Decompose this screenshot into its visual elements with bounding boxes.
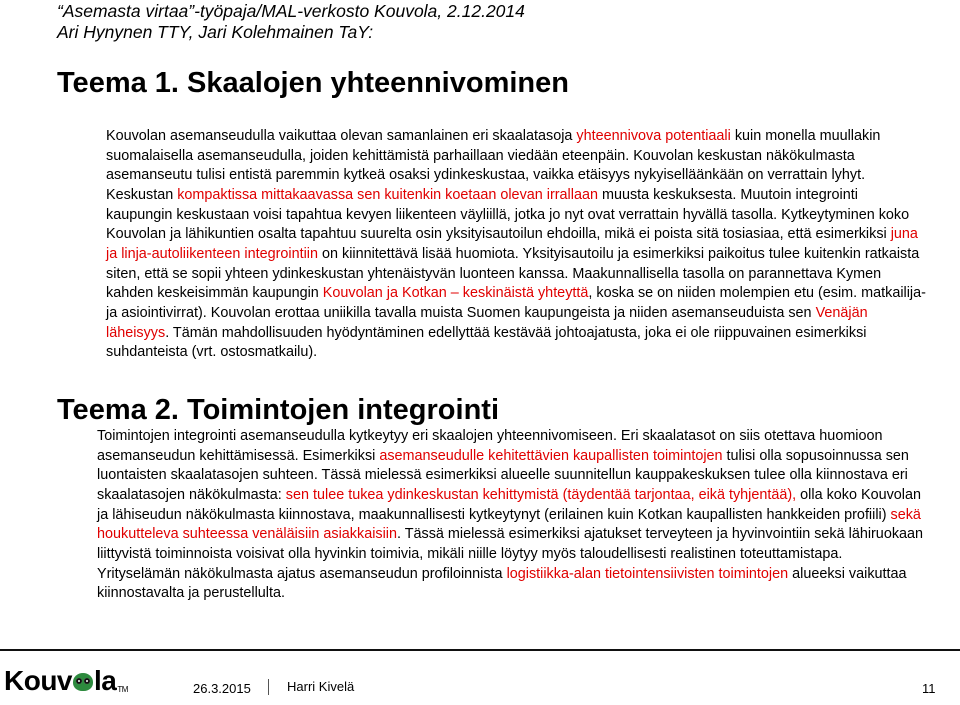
footer-separator: [268, 679, 269, 695]
theme-1-paragraph: Kouvolan asemanseudulla vaikuttaa olevan samanlainen eri skaalatasoja yhteennivova potentiaali kuin monella muullakin suomalaisella asemanseudulla, joiden kehittämistä parhaillaan viedään eteenpäin. Kouvolan keskustan näkökulmasta asemanseutu tulisi entistä paremmin kytkeä osaksi ydinkeskustaa, vaikka etäisyys nykyiselläänkään on verrattain lyhyt. Keskustan kompaktissa mittakaavassa sen kuitenkin koetaan olevan irrallaan muusta keskuksesta. Muutoin integrointi kaupungin keskustaan voisi tapahtua kevyen liikenteen väyliillä, jotka jo nyt ovat verrattain hyvällä tasolla. Kytkeytyminen koko Kouvolan ja lähikuntien osalta tapahtuu suurelta osin yksityisautoilun ehdoilla, mikä ei poista sitä tosiasiaa, että esimerkiksi juna ja linja-autoliikenteen integrointiin on kiinnitettävä lisää huomiota. Yksityisautoilu ja esimerkiksi paikoitus tulee kuitenkin ratkaista siten, että se sopii yhteen ydinkeskustan yhtenäistyvän luonteen kanssa. Maakunnallisella tasolla on parannettava Kymen kahden keskeisimmän kaupungin Kouvolan ja Kotkan – keskinäistä yhteyttä, koska se on niiden molempien etu (esim. matkailija- ja asiointivirrat). Kouvolan erottaa uniikilla tavalla muista Suomen kaupungeista ja niiden asemanseuduista sen Venäjän läheisyys. Tämän mahdollisuuden hyödyntäminen edellyttää kestävää johtoajatusta, joka ei ole riippuvainen esimerkiksi suhdanteista (vrt. ostosmatkailu).: [106, 128, 926, 361]
highlight-potential: yhteennivova potentiaali: [576, 128, 731, 144]
highlight-russia: Venäjän läheisyys: [106, 304, 868, 341]
footer-author: Harri Kivelä: [287, 679, 355, 694]
theme-1-title: Teema 1. Skaalojen yhteennivominen: [57, 67, 569, 99]
highlight-russian-customers: sekä houkutteleva suhteessa venäläisiin asiakkaisiin: [97, 506, 921, 543]
theme-2-paragraph: Toimintojen integrointi asemanseudulla kytkeytyy eri skaalojen yhteennivomiseen. Eri skaalatasot on siis otettava huomioon asemanseudun kehittämisessä. Esimerkiksi asemanseudulle kehitettävien kaupallisten toimintojen tulisi olla sopusoinnussa sen luontaisten skaalatasojen suhteen. Tässä mielessä esimerkiksi alueelle suunnitellun kauppakeskuksen tulee olla kiinnostava eri skaalatasojen näkökulmasta: sen tulee tukea ydinkeskustan kehittymistä (täydentää tarjontaa, eikä tyhjentää), olla koko Kouvolan ja lähiseudun näkökulmasta kiinnostava, maakunnallisesti kytkeytynyt (erilainen kuin Kotkan kaupallisten hankkeiden profiili) sekä houkutteleva suhteessa venäläisiin asiakkaisiin. Tässä mielessä esimerkiksi ajatukset terveyteen ja hyvinvointiin sekä lähiruokaan liittyvistä toiminnoista voisivat olla hyvinkin toimivia, mikäli niille löytyy myös taloudellisesti realistinen toteuttamistapa. Yrityselämän näkökulmasta ajatus asemanseudun profiloinnista logistiikka-alan tietointensiivisten toimintojen alueeksi vaikuttaa kiinnostavalta ja perustellulta.: [97, 428, 924, 602]
footer-divider: [0, 649, 960, 651]
event-title-line: “Asemasta virtaa”-työpaja/MAL-verkosto Kouvola, 2.12.2014: [57, 1, 525, 21]
kouvola-logo: Kouv laTM: [4, 665, 128, 696]
highlight-commercial: asemanseudulle kehitettävien kaupallisten toimintojen: [379, 447, 723, 464]
theme-2-title: Teema 2. Toimintojen integrointi: [57, 394, 500, 426]
highlight-logistics: logistiikka-alan tietointensiivisten toimintojen: [506, 565, 789, 582]
highlight-support-center: sen tulee tukea ydinkeskustan kehittymistä (täydentää tarjontaa, eikä tyhjentää),: [285, 486, 797, 503]
page-number: 11: [922, 681, 936, 696]
highlight-kouvola-kotka: Kouvolan ja Kotkan – keskinäistä yhteyttä: [322, 285, 589, 302]
highlight-train-bus: juna ja linja-autoliikenteen integrointiin: [106, 226, 918, 262]
owl-icon: [73, 673, 93, 691]
authors-line: Ari Hynynen TTY, Jari Kolehmainen TaY:: [57, 22, 374, 42]
highlight-compact-scale: kompaktissa mittakaavassa sen kuitenkin koetaan olevan irrallaan: [177, 186, 598, 203]
footer-date: 26.3.2015: [193, 681, 251, 696]
